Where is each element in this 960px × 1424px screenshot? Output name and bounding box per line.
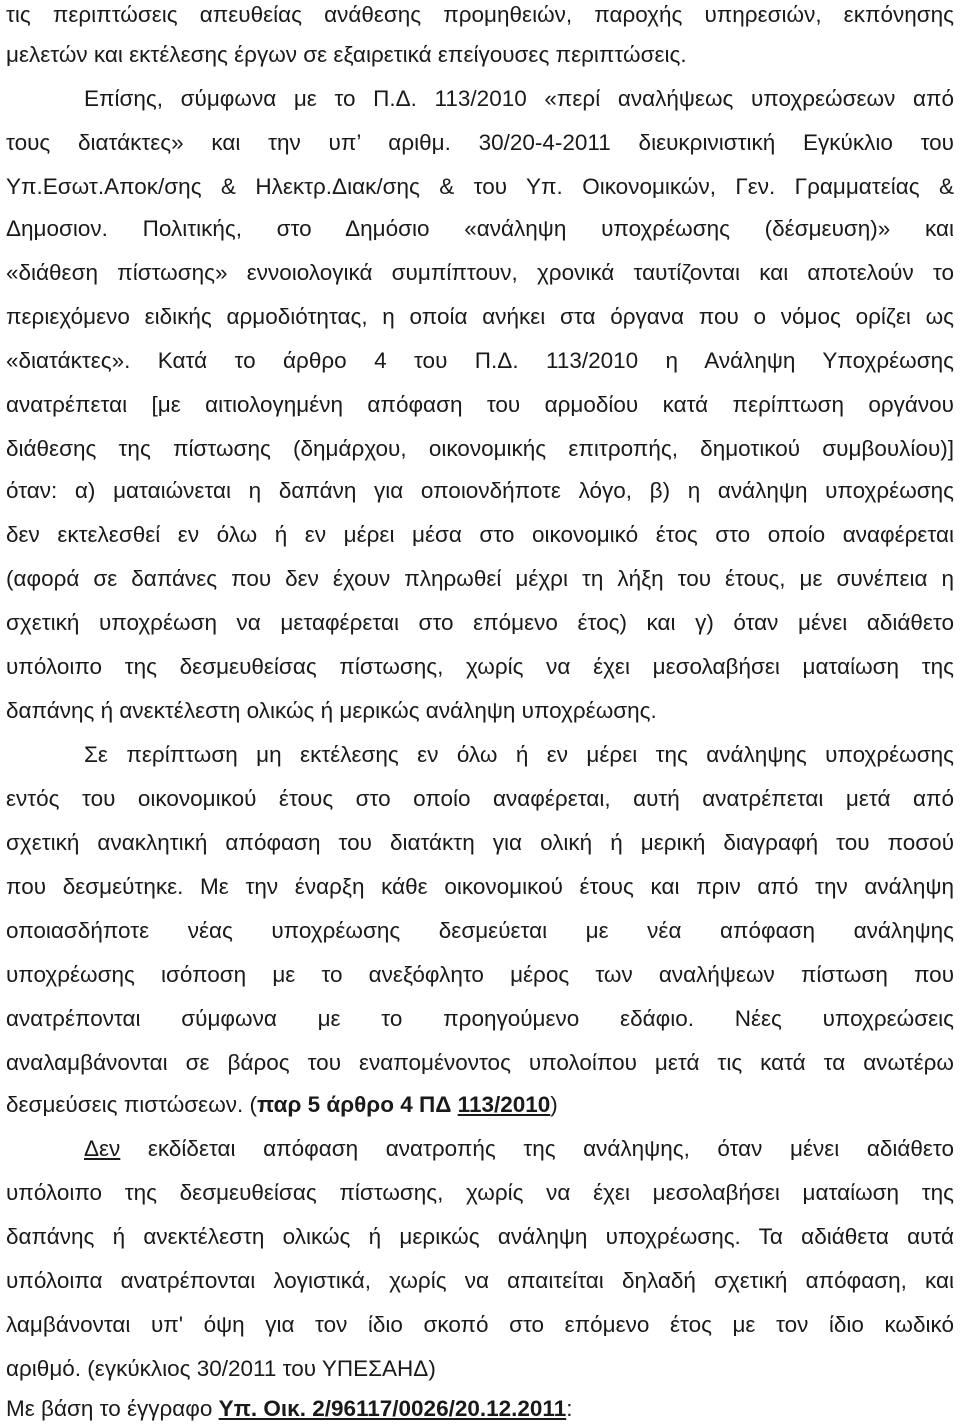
text-line: [6, 40, 954, 70]
text-line: [6, 652, 954, 682]
text-line: [6, 434, 954, 464]
text-run: (αφορά σε δαπάνες που δεν έχουν πληρωθεί μέχρι τη λήξη του έτους, με συνέπεια η: [6, 566, 954, 591]
text-line: [6, 1090, 954, 1120]
text-line: [6, 476, 954, 506]
text-run: Υπ. Οικ. 2/96117/0026/20.12.2011: [218, 1396, 567, 1421]
text-run: υποχρέωσης ισόποση με το ανεξόφλητο μέρος των αναλήψεων πίστωση που: [6, 962, 954, 987]
text-run: που δεσμεύτηκε. Με την έναρξη κάθε οικονομικού έτους και πριν από την ανάληψη: [6, 874, 954, 899]
text-run: 113/2010: [457, 1092, 551, 1117]
text-line: [6, 346, 954, 376]
text-line: [6, 1004, 954, 1034]
text-line: [84, 740, 954, 770]
text-run: τους διατάκτες» και την υπ’ αριθμ. 30/20-4-2011 διευκρινιστική Εγκύκλιο του: [6, 130, 954, 155]
text-run: υπόλοιπα ανατρέπονται λογιστικά, χωρίς να απαιτείται δηλαδή σχετική απόφαση, και: [6, 1268, 954, 1293]
text-run: υπόλοιπο της δεσμευθείσας πίστωσης, χωρίς να έχει μεσολαβήσει ματαίωση της: [6, 654, 954, 679]
text-run: μελετών και εκτέλεσης έργων σε εξαιρετικά επείγουσες περιπτώσεις.: [6, 42, 687, 67]
text-run: εντός του οικονομικού έτους στο οποίο αναφέρεται, αυτή ανατρέπεται μετά από: [6, 786, 954, 811]
text-run: Δεν: [84, 1136, 121, 1161]
text-run: δαπάνης ή ανεκτέλεστη ολικώς ή μερικώς ανάληψη υποχρέωσης. Τα αδιάθετα αυτά: [6, 1224, 954, 1249]
text-run: «διατάκτες». Κατά το άρθρο 4 του Π.Δ. 113/2010 η Ανάληψη Υποχρέωσης: [6, 348, 954, 373]
text-line: [6, 214, 954, 244]
text-line: [6, 828, 954, 858]
text-run: :: [566, 1396, 573, 1421]
text-line: [6, 696, 954, 726]
text-line: [6, 302, 954, 332]
text-line: [6, 128, 954, 158]
text-line: [6, 916, 954, 946]
text-run: αριθμό. (εγκύκλιος 30/2011 του ΥΠΕΣΑΗΔ): [6, 1356, 436, 1381]
text-run: διάθεσης της πίστωσης (δημάρχου, οικονομικής επιτροπής, δημοτικού συμβουλίου)]: [6, 436, 954, 461]
text-run: Με βάση το έγγραφο: [6, 1396, 219, 1421]
text-run: σχετική ανακλητική απόφαση του διατάκτη για ολική ή μερική διαγραφή του ποσού: [6, 830, 954, 855]
text-run: οποιασδήποτε νέας υποχρέωσης δεσμεύεται με νέα απόφαση ανάληψης: [6, 918, 954, 943]
text-line: [6, 0, 954, 30]
text-run: λαμβάνονται υπ' όψη για τον ίδιο σκοπό στο επόμενο έτος με τον ίδιο κωδικό: [6, 1312, 954, 1337]
text-line: [6, 564, 954, 594]
text-line: [6, 608, 954, 638]
text-run: δαπάνης ή ανεκτέλεστη ολικώς ή μερικώς ανάληψη υποχρέωσης.: [6, 698, 657, 723]
text-run: εκδίδεται απόφαση ανατροπής της ανάληψης, όταν μένει αδιάθετο: [120, 1136, 954, 1161]
text-line: [6, 1178, 954, 1208]
text-run: Επίσης, σύμφωνα με το Π.Δ. 113/2010 «περί αναλήψεως υποχρεώσεων από: [84, 86, 954, 111]
text-line: [6, 872, 954, 902]
text-run: δεσμεύσεις πιστώσεων. (: [6, 1092, 258, 1117]
text-run: ): [550, 1092, 558, 1117]
text-run: παρ 5 άρθρο 4 ΠΔ: [257, 1092, 458, 1117]
text-line: [6, 1394, 954, 1424]
text-line: [6, 784, 954, 814]
text-line: [6, 1266, 954, 1296]
text-line: [6, 960, 954, 990]
text-run: Υπ.Εσωτ.Αποκ/σης & Ηλεκτρ.Διακ/σης & του Υπ. Οικονομικών, Γεν. Γραμματείας &: [6, 174, 954, 199]
text-run: αναλαμβάνονται σε βάρος του εναπομένοντος υπολοίπου μετά τις κατά τα ανωτέρω: [6, 1050, 954, 1075]
text-line: [6, 1354, 954, 1384]
text-line: [6, 520, 954, 550]
text-line: [6, 390, 954, 420]
text-run: Σε περίπτωση μη εκτέλεσης εν όλω ή εν μέρει της ανάληψης υποχρέωσης: [84, 742, 954, 767]
text-run: τις περιπτώσεις απευθείας ανάθεσης προμηθειών, παροχής υπηρεσιών, εκπόνησης: [6, 2, 954, 27]
text-line: [6, 1310, 954, 1340]
text-line: [6, 1222, 954, 1252]
text-line: [84, 1134, 954, 1164]
text-run: ανατρέπεται [με αιτιολογημένη απόφαση του αρμοδίου κατά περίπτωση οργάνου: [6, 392, 954, 417]
text-run: δεν εκτελεσθεί εν όλω ή εν μέρει μέσα στο οικονομικό έτος στο οποίο αναφέρεται: [6, 522, 954, 547]
text-run: ανατρέπονται σύμφωνα με το προηγούμενο εδάφιο. Νέες υποχρεώσεις: [6, 1006, 954, 1031]
text-run: «διάθεση πίστωσης» εννοιολογικά συμπίπτουν, χρονικά ταυτίζονται και αποτελούν το: [6, 260, 954, 285]
text-run: όταν: α) ματαιώνεται η δαπάνη για οποιονδήποτε λόγο, β) η ανάληψη υποχρέωσης: [6, 478, 954, 503]
text-line: [84, 84, 954, 114]
text-run: Δημοσιον. Πολιτικής, στο Δημόσιο «ανάληψη υποχρέωσης (δέσμευση)» και: [6, 216, 954, 241]
text-line: [6, 1048, 954, 1078]
text-line: [6, 172, 954, 202]
text-run: υπόλοιπο της δεσμευθείσας πίστωσης, χωρίς να έχει μεσολαβήσει ματαίωση της: [6, 1180, 954, 1205]
text-line: [6, 258, 954, 288]
text-run: περιεχόμενο ειδικής αρμοδιότητας, η οποία ανήκει στα όργανα που ο νόμος ορίζει ως: [6, 304, 954, 329]
text-run: σχετική υποχρέωση να μεταφέρεται στο επόμενο έτος) και γ) όταν μένει αδιάθετο: [6, 610, 954, 635]
